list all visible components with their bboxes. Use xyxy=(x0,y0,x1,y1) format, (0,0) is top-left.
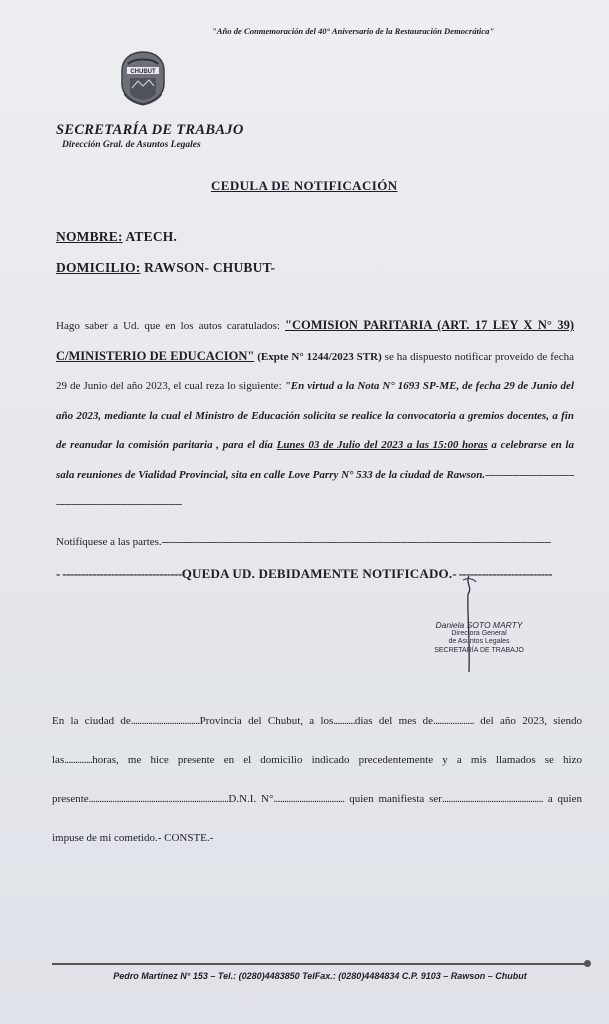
signature-stamp xyxy=(424,620,534,655)
notifiquese-fill: ------------------------------------------------------------------------------------------------------------------------------- xyxy=(161,536,551,548)
seal-lettering: CHUBUT xyxy=(130,69,156,75)
queda-trail: - ------------------------- xyxy=(452,566,552,581)
body-intro: Hago saber a Ud. que en los autos caratulados: xyxy=(56,320,286,332)
signer-role-1: Directora General xyxy=(451,630,507,637)
queda-lead: - -------------------------------- xyxy=(56,566,182,581)
dil-text-2: Provincia del Chubut, a los xyxy=(199,715,334,727)
queda-notificado-line xyxy=(56,566,574,582)
secretaria-title: SECRETARÍA DE TRABAJO xyxy=(56,122,244,138)
notifiquese-line xyxy=(56,536,574,548)
dil-blank-dni: ................................. xyxy=(273,793,345,805)
dil-blank-ser: ............................................... xyxy=(441,793,543,805)
dil-text-5: horas, me hice presente en el domicilio indicado precedentemente y a mis llamados se hizo presente xyxy=(52,754,582,805)
year-motto: "Año de Conmemoración del 40° Aniversario de la Restauración Democrática" xyxy=(212,26,495,36)
dil-text-3: días del mes de xyxy=(354,715,434,727)
dil-blank-hora: ............. xyxy=(64,754,93,766)
dil-blank-ciudad: ................................ xyxy=(130,715,200,727)
meeting-date: Lunes 03 de Julio del 2023 a las 15:00 horas xyxy=(276,439,488,451)
quote-part-2: a celebrarse en la sala reuniones de Vialidad Provincial, sita en calle Love Parry N° 533 de la ciudad de Rawson. xyxy=(56,439,574,481)
expediente: (Expte N° 1244/2023 STR) xyxy=(254,350,382,363)
quote-part-1: "En virtud a la Nota N° 1693 SP-ME, de fecha 29 de Junio del año 2023, mediante la cual el Ministro de Educación solicita se realice la convocatoria a gremios docentes, a fin de reanudar la comisión paritaria , para el día xyxy=(56,380,575,451)
dil-text-4: del año 2023, siendo las xyxy=(52,715,582,766)
signer-role-3: SECRETARÍA DE TRABAJO xyxy=(434,646,524,654)
caratula: "COMISION PARITARIA (ART. 17 LEY X N° 39) C/MINISTERIO DE EDUCACION" xyxy=(56,318,574,363)
dil-text-6: D.N.I. N° xyxy=(228,793,274,805)
dil-text-8: a quien impuse de mi cometido.- CONSTE.- xyxy=(52,793,582,844)
domicilio-label: DOMICILIO: xyxy=(56,260,141,275)
signer-role-2: de Asuntos Legales xyxy=(448,638,510,646)
nombre-label: NOMBRE: xyxy=(56,229,123,244)
dil-text-1: En la ciudad de xyxy=(52,715,131,727)
dil-text-7: quien manifiesta ser xyxy=(344,793,442,805)
footer-dot xyxy=(584,960,591,967)
signer-name: Daniela SOTO MARTY xyxy=(435,620,523,630)
body-dispuesto: se ha dispuesto notificar proveído de fecha 29 de Junio del año 2023, el cual reza lo siguiente: xyxy=(56,350,575,392)
queda-text: QUEDA UD. DEBIDAMENTE NOTIFICADO. xyxy=(181,566,453,581)
diligencia-section xyxy=(52,702,582,858)
footer-rule xyxy=(52,963,590,965)
notification-body xyxy=(56,311,574,520)
direccion-subtitle: Dirección Gral. de Asuntos Legales xyxy=(62,140,201,150)
domicilio-value: RAWSON- CHUBUT- xyxy=(140,260,276,275)
quote-fill-line: ---------------------------------------------------------------------- xyxy=(56,468,574,510)
footer-address: Pedro Martínez N° 153 – Tel.: (0280)4483850 TelFax.: (0280)4484834 C.P. 9103 – Rawson – Chubut xyxy=(113,971,527,981)
domicilio-field xyxy=(56,260,275,276)
dil-blank-nombre: ................................................................. xyxy=(88,793,229,805)
notifiquese-text: Notifíquese a las partes. xyxy=(56,536,162,548)
dil-blank-mes: ................... xyxy=(433,715,474,727)
document-title: CEDULA DE NOTIFICACIÓN xyxy=(211,178,398,193)
nombre-value: ATECH. xyxy=(122,229,178,244)
nombre-field xyxy=(56,229,177,245)
dil-blank-dia: .......... xyxy=(333,715,355,727)
chubut-seal-icon xyxy=(118,50,168,106)
